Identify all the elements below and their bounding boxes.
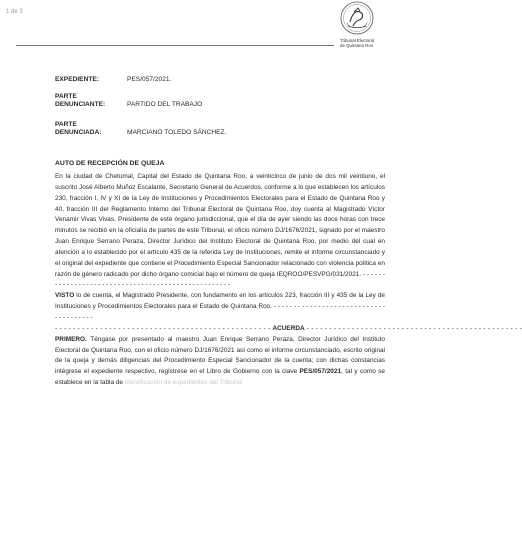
primero-label: PRIMERO. — [55, 335, 87, 343]
acuerda-divider — [55, 324, 522, 335]
expediente-key: PES/057/2021 — [299, 368, 342, 376]
page-indicator: 1 de 3 — [6, 9, 23, 15]
denunciada-label-line-2: DENUNCIADA: — [55, 129, 102, 136]
tribunal-name-line-2: de Quintana Roo — [340, 43, 374, 48]
paragraph-visto-dashes: - - - - - - - - - - - - - - - - - - - - - - - - - - - - - - - - - - - - - - — [55, 303, 385, 321]
denunciante-row — [55, 93, 203, 109]
document-section-title: AUTO DE RECEPCIÓN DE QUEJA — [55, 160, 165, 167]
expediente-label: EXPEDIENTE: — [55, 76, 99, 83]
coat-of-arms-seal-icon — [336, 0, 378, 36]
header-rule — [16, 45, 334, 46]
paragraph-1-dashes: - - - - - - - - - - - - - - - - - - - - - - - - - - - - - - - - - - - - - - - - - - - - - - - - - - - — [55, 270, 386, 289]
visto-label: VISTO — [55, 292, 75, 300]
paragraph-visto-text: lo de cuenta, el Magistrado Presidente, con fundamento en los artículos 223, fracción III y 435 de la Ley de Instituciones y Procedimientos Electorales para el Estado de Quintana Roo. — [55, 292, 385, 311]
paragraph-visto — [55, 291, 385, 324]
denunciante-label-line-1: PARTE — [55, 93, 77, 100]
acuerda-dashes-right: - - - - - - - - - - - - - - - - - - - - - - - - - - - - - - - - - - - - - - - - - - - - - - - - — [306, 324, 522, 332]
tribunal-name — [340, 38, 396, 48]
denunciante-label-line-2: DENUNCIANTE: — [55, 101, 106, 108]
document-body — [55, 172, 522, 389]
paragraph-1-text: En la ciudad de Chetumal, Capital del Estado de Quintana Roo, a veinticinco de junio de dos mil veintiuno, el suscrito José Alberto Muñoz Escalante, Secretario General de Acuerdos, conforme a lo que establecen los artículos 230, fracción I, IV y XI de la Ley de Instituciones y Procedimientos Electorales para el Estado de Quintana Roo y 40, fracción III del Reglamento Interno del Tribunal Electoral de Quintana Roo, doy cuenta al Magistrado Víctor Venamir Vivas Vivas, Presidente de este órgano jurisdiccional, que el día de ayer siendo las doce horas con trece minutos se recibió en la oficialía de partes de este Tribunal, el oficio número DJ/1676/2021, signado por el maestro Juan Enrique Serrano Peraza, Director Jurídico del Instituto Electoral de Quintana Roo, por medio del cual en atención a lo establecido por el artículo 435 de la referida Ley de Instituciones, remite el informe circunstanciado y el original del expediente que contiene el Procedimiento Especial Sancionador relacionado con violencia política en razón de género radicado por dicho órgano comicial bajo el número de queja IEQROO/PESVPG/031/2021. — [55, 173, 385, 278]
paragraph-primero — [55, 335, 385, 389]
paragraph-1 — [55, 172, 385, 291]
paragraph-primero-text: Téngase por presentado al maestro Juan Enrique Serrano Peraza, Director Jurídico del Instituto Electoral de Quintana Roo, con el oficio número DJ/1676/2021 así como el informe circunstanciado, escrito original de la queja y demás diligencias del Procedimiento Especial Sancionador de la cuenta; con dichas constancias intégrese el expediente respectivo, regístrese en el Libro de Gobierno con la clave — [55, 335, 385, 376]
paragraph-primero-text-cont: , tal y como se establece en la tabla de — [55, 368, 385, 387]
paragraph-primero-tail: identificación de expedientes del Tribunal — [124, 379, 243, 387]
denunciada-value: MARCIANO TOLEDO SÁNCHEZ. — [127, 129, 227, 136]
denunciada-label-line-1: PARTE — [55, 121, 77, 128]
expediente-row — [55, 76, 172, 84]
acuerda-dashes-left: - - - - - - - - - - - - - - - - - - - - - - - - - - - - - - - - - - - - - - - - - - - - - - - - — [55, 324, 271, 332]
tribunal-name-line-1: Tribunal Electoral — [340, 38, 375, 43]
denunciante-value: PARTIDO DEL TRABAJO — [127, 101, 203, 108]
denunciada-row — [55, 121, 227, 137]
expediente-value: PES/057/2021. — [127, 76, 172, 83]
acuerda-label: ACUERDA — [272, 324, 305, 332]
